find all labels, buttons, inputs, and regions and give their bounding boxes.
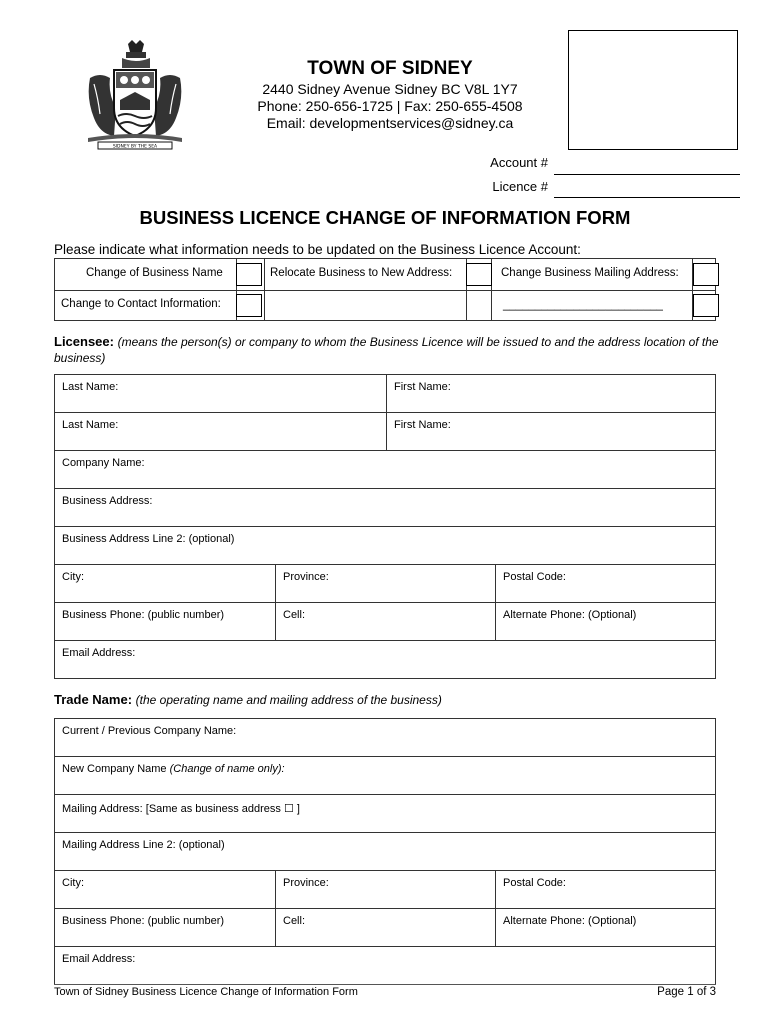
form-title: BUSINESS LICENCE CHANGE OF INFORMATION FORM — [139, 207, 631, 228]
licensee-section-heading — [54, 334, 719, 366]
trade-business-phone-field[interactable] — [55, 909, 275, 946]
checkbox-other[interactable] — [693, 294, 719, 317]
licensee-first-name-2-field[interactable] — [386, 413, 715, 450]
trade-mailing-address-field[interactable] — [55, 795, 715, 832]
field-label: Province: — [283, 877, 329, 889]
table-row — [55, 603, 715, 641]
trade-section-heading — [54, 692, 719, 707]
town-crest-logo — [80, 38, 190, 150]
footer-form-name: Town of Sidney Business Licence Change of Information Form — [54, 986, 358, 998]
new-name-note: (Change of name only): — [169, 763, 285, 775]
option-label-mailing: Change Business Mailing Address: — [501, 267, 679, 279]
field-label: First Name: — [394, 419, 451, 431]
field-label: Last Name: — [62, 419, 119, 431]
field-label: Email Address: — [62, 647, 136, 659]
field-label: Company Name: — [62, 457, 145, 469]
org-email: Email: developmentservices@sidney.ca — [266, 115, 514, 131]
checkbox-contact-info[interactable] — [236, 294, 262, 317]
table-row — [55, 947, 715, 984]
table-row — [55, 719, 715, 757]
licensee-heading: Licensee: — [54, 334, 114, 349]
licensee-last-name-1-field[interactable] — [55, 375, 386, 412]
licensee-first-name-1-field[interactable] — [386, 375, 715, 412]
change-options-table — [54, 258, 716, 321]
checkbox-mailing-address[interactable] — [693, 263, 719, 286]
office-stamp-box — [568, 30, 738, 150]
trade-cell-field[interactable] — [275, 909, 495, 946]
org-address: 2440 Sidney Avenue Sidney BC V8L 1Y7 — [262, 81, 518, 97]
trade-mailing-address-2-field[interactable] — [55, 833, 715, 870]
trade-new-name-field[interactable] — [55, 757, 715, 794]
table-row — [55, 909, 715, 947]
licensee-alt-phone-field[interactable] — [495, 603, 715, 640]
field-label: Business Address Line 2: (optional) — [62, 533, 235, 545]
option-label-contact: Change to Contact Information: — [61, 298, 221, 310]
licensee-email-field[interactable] — [55, 641, 715, 678]
checkbox-relocate[interactable] — [466, 263, 492, 286]
checkbox-change-name[interactable] — [236, 263, 262, 286]
field-label: City: — [62, 877, 84, 889]
field-label: Alternate Phone: (Optional) — [503, 609, 637, 621]
licensee-business-address-2-field[interactable] — [55, 527, 715, 564]
field-label: Last Name: — [62, 381, 119, 393]
table-row — [55, 489, 715, 527]
footer-page-number: Page 1 of 3 — [657, 986, 716, 998]
table-row — [55, 565, 715, 603]
new-name-label: New Company Name — [62, 763, 167, 775]
crest-motto: SIDNEY BY THE SEA — [112, 144, 158, 150]
trade-city-field[interactable] — [55, 871, 275, 908]
table-row — [55, 795, 715, 833]
trade-email-field[interactable] — [55, 947, 715, 984]
licensee-cell-field[interactable] — [275, 603, 495, 640]
trade-description: (the operating name and mailing address of the business) — [135, 693, 442, 707]
table-row — [55, 757, 715, 795]
field-label: Cell: — [283, 915, 306, 927]
account-number-field[interactable] — [554, 174, 740, 175]
licensee-postal-code-field[interactable] — [495, 565, 715, 602]
field-label: Province: — [283, 571, 329, 583]
licensee-city-field[interactable] — [55, 565, 275, 602]
table-row — [55, 413, 715, 451]
table-row — [55, 641, 715, 678]
trade-alt-phone-field[interactable] — [495, 909, 715, 946]
licensee-province-field[interactable] — [275, 565, 495, 602]
licence-number-label: Licence # — [492, 179, 548, 194]
field-label: Cell: — [283, 609, 306, 621]
field-label: Mailing Address Line 2: (optional) — [62, 839, 225, 851]
licensee-last-name-2-field[interactable] — [55, 413, 386, 450]
licensee-company-name-field[interactable] — [55, 451, 715, 488]
org-name: TOWN OF SIDNEY — [307, 58, 473, 79]
table-row — [55, 871, 715, 909]
field-label: Mailing Address: [Same as business address ☐ ] — [62, 803, 300, 815]
field-label: Business Phone: (public number) — [62, 609, 225, 621]
field-label: Email Address: — [62, 953, 136, 965]
footer-divider — [54, 984, 716, 985]
licensee-business-phone-field[interactable] — [55, 603, 275, 640]
table-row — [55, 833, 715, 871]
field-label: City: — [62, 571, 84, 583]
licensee-business-address-field[interactable] — [55, 489, 715, 526]
field-label: Current / Previous Company Name: — [62, 725, 237, 737]
trade-name-table — [54, 718, 716, 985]
org-phone-fax: Phone: 250-656-1725 | Fax: 250-655-4508 — [257, 98, 523, 114]
licence-number-field[interactable] — [554, 197, 740, 198]
option-other-blank[interactable]: _________________________ — [503, 299, 663, 311]
field-label — [62, 763, 285, 775]
trade-heading: Trade Name: — [54, 692, 133, 707]
option-label-change-name: Change of Business Name — [86, 267, 223, 279]
option-label-relocate: Relocate Business to New Address: — [270, 267, 453, 279]
licensee-table — [54, 374, 716, 679]
field-label: Postal Code: — [503, 571, 566, 583]
field-label: Business Address: — [62, 495, 153, 507]
field-label: First Name: — [394, 381, 451, 393]
trade-province-field[interactable] — [275, 871, 495, 908]
field-label: Business Phone: (public number) — [62, 915, 225, 927]
licensee-description: (means the person(s) or company to whom the Business Licence will be issued to and the address location of the business) — [54, 335, 719, 365]
trade-postal-code-field[interactable] — [495, 871, 715, 908]
table-row — [55, 451, 715, 489]
trade-current-name-field[interactable] — [55, 719, 715, 756]
table-row — [55, 527, 715, 565]
intro-instructions: Please indicate what information needs to be updated on the Business Licence Account: — [54, 242, 581, 257]
account-number-label: Account # — [490, 155, 548, 170]
field-label: Alternate Phone: (Optional) — [503, 915, 637, 927]
table-row — [55, 375, 715, 413]
field-label: Postal Code: — [503, 877, 566, 889]
